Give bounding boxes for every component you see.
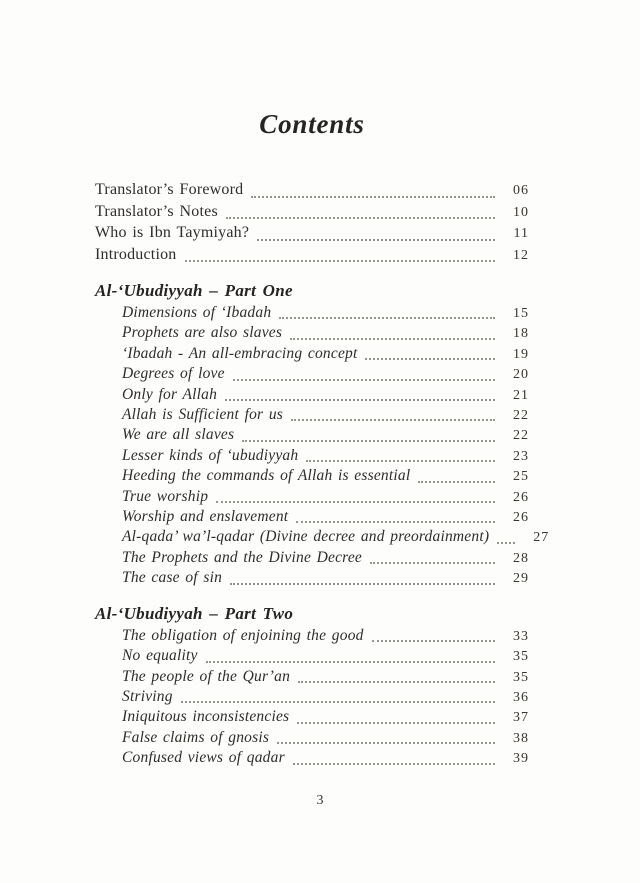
dot-leader [306, 460, 495, 462]
toc-entry-label: The obligation of enjoining the good [122, 626, 364, 644]
toc-entry-row [122, 568, 529, 588]
toc-entry-page-number: 22 [513, 408, 529, 424]
toc-entry-page-number: 39 [513, 751, 529, 767]
toc-section-heading: Al-‘Ubudiyyah – Part One [95, 281, 293, 300]
dot-leader [230, 583, 495, 585]
toc-entry-row [122, 405, 529, 425]
dot-leader [279, 317, 495, 319]
toc-entry-row [122, 527, 550, 547]
toc-entry-label: Confused views of qadar [122, 749, 285, 767]
toc-entry-label: Introduction [95, 245, 177, 263]
toc-entry-row [122, 748, 529, 768]
toc-entry-row [122, 446, 529, 466]
toc-entry-label: Lesser kinds of ‘ubudiyyah [122, 446, 299, 464]
dot-leader [298, 681, 495, 683]
dot-leader [225, 399, 495, 401]
toc-entry-row [122, 323, 529, 343]
toc-entry-label: Striving [122, 687, 173, 705]
toc-section-entries [95, 626, 529, 769]
toc-front-matter-list [95, 180, 529, 266]
toc-entry-row [95, 223, 529, 245]
dot-leader [206, 661, 495, 663]
toc-entry-label: Iniquitous inconsistencies [122, 708, 290, 726]
dot-leader [418, 481, 495, 483]
toc-entry-row [122, 487, 529, 507]
toc-section [95, 280, 550, 589]
toc-entry-page-number: 25 [513, 469, 529, 485]
dot-leader [365, 358, 495, 360]
toc-entry-page-number: 35 [513, 649, 529, 665]
toc-entry-row [122, 646, 529, 666]
toc-entry-row [122, 364, 529, 384]
toc-entry-label: False claims of gnosis [122, 728, 270, 746]
toc-entry-label: Heeding the commands of Allah is essential [122, 467, 411, 485]
toc-entry-page-number: 11 [513, 226, 529, 241]
toc-entry-page-number: 38 [513, 730, 529, 746]
toc-entry-label: Degrees of love [122, 365, 225, 383]
folio-page-number: 3 [316, 793, 324, 808]
toc-entry-row [122, 344, 529, 364]
dot-leader [185, 260, 496, 262]
toc-entry-label: Prophets are also slaves [122, 324, 283, 342]
toc-entry-label: No equality [122, 647, 198, 665]
dot-leader [181, 701, 495, 703]
toc-entry-label: Translator’s Notes [95, 202, 218, 220]
toc-entry-row [122, 667, 529, 687]
toc-entry-label: Al-qada’ wa’l-qadar (Divine decree and preordainment) [122, 528, 490, 546]
dot-leader [372, 640, 495, 642]
toc-entry-row [95, 180, 529, 202]
toc-entry-label: True worship [122, 487, 209, 505]
toc-entry-row [95, 202, 529, 224]
toc-entry-page-number: 20 [513, 367, 529, 383]
toc-entry-row [122, 425, 529, 445]
dot-leader [293, 763, 495, 765]
toc-entry-row [122, 548, 529, 568]
toc-entry-label: Allah is Sufficient for us [122, 406, 284, 424]
dot-leader [277, 742, 495, 744]
toc-entry-row [122, 507, 529, 527]
toc-entry-page-number: 33 [513, 628, 529, 644]
toc-entry-row [122, 728, 529, 748]
dot-leader [291, 419, 495, 421]
toc-entry-page-number: 12 [513, 247, 529, 263]
toc-entry-page-number: 22 [513, 428, 529, 444]
toc-entry-row [122, 626, 529, 646]
toc-section-entries [95, 303, 550, 589]
dot-leader [297, 722, 495, 724]
dot-leader [296, 521, 495, 523]
toc-entry-label: The case of sin [122, 569, 223, 587]
toc-entry-page-number: 18 [513, 326, 529, 342]
toc-sections [95, 280, 550, 769]
toc-entry-page-number: 23 [513, 448, 529, 464]
toc-entry-page-number: 21 [513, 387, 529, 403]
toc-entry-page-number: 37 [513, 710, 529, 726]
toc-entry-page-number: 15 [513, 306, 529, 321]
dot-leader [290, 338, 495, 340]
toc-entry-page-number: 10 [513, 204, 529, 220]
dot-leader [226, 217, 495, 219]
toc-entry-row [95, 245, 529, 267]
dot-leader [497, 542, 515, 544]
toc-entry-page-number: 29 [513, 571, 529, 587]
toc-entry-row [122, 385, 529, 405]
toc-entry-label: We are all slaves [122, 426, 235, 444]
toc-section-heading: Al-‘Ubudiyyah – Part Two [95, 603, 294, 623]
toc-entry-page-number: 06 [513, 183, 529, 198]
dot-leader [257, 239, 495, 241]
toc-entry-label: The people of the Qur’an [122, 667, 291, 685]
toc-entry-page-number: 28 [513, 550, 529, 566]
dot-leader [370, 562, 495, 564]
toc-entry-label: ‘Ibadah - An all-embracing concept [122, 344, 358, 362]
toc-entry-label: Dimensions of ‘Ibadah [122, 304, 272, 321]
toc-entry-page-number: 36 [513, 689, 529, 705]
toc-entry-label: Only for Allah [122, 385, 218, 403]
dot-leader [251, 196, 495, 198]
toc-section [95, 603, 529, 769]
toc-entry-page-number: 19 [513, 346, 529, 362]
toc-entry-row [122, 466, 529, 486]
dot-leader [216, 501, 495, 503]
toc-entry-label: Who is Ibn Taymiyah? [95, 224, 250, 241]
toc-entry-page-number: 35 [513, 669, 529, 685]
toc-entry-page-number: 26 [513, 510, 529, 526]
page-title: Contents [259, 109, 365, 139]
contents-column [95, 0, 550, 769]
toc-entry-page-number: 27 [533, 530, 550, 546]
toc-entry-row [122, 687, 529, 707]
toc-entry-row [122, 707, 529, 727]
dot-leader [242, 440, 495, 442]
dot-leader [233, 379, 495, 381]
toc-entry-row [122, 303, 529, 323]
toc-entry-label: Worship and enslavement [122, 508, 289, 526]
toc-entry-label: Translator’s Foreword [95, 181, 244, 198]
toc-entry-label: The Prophets and the Divine Decree [122, 548, 362, 566]
toc-entry-page-number: 26 [513, 489, 529, 505]
